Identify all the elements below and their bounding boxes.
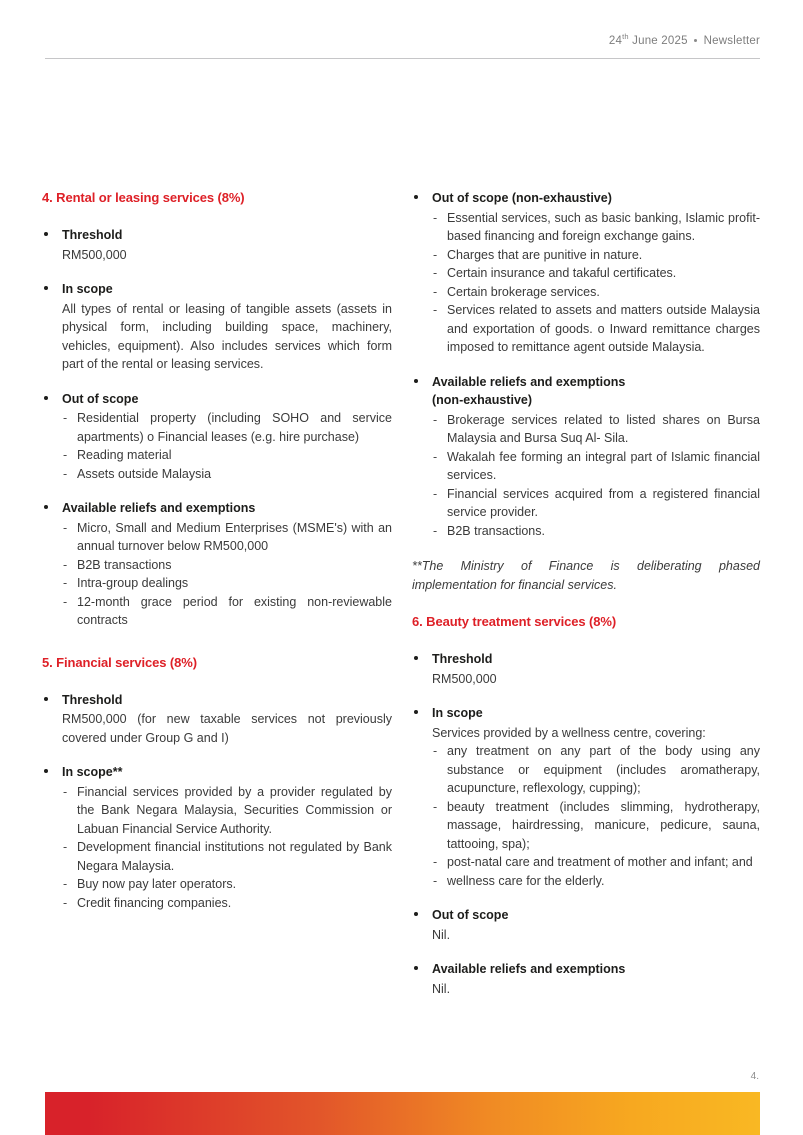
block-text: Services provided by a wellness centre, covering: (432, 725, 706, 740)
dash-mark-icon: - (433, 486, 438, 501)
list-item-text: Brokerage services related to listed shares on Bursa Malaysia and Bursa Suq Al- Sila. (447, 412, 760, 445)
page-number: 4. (750, 1071, 759, 1082)
list-item (432, 264, 760, 283)
header-date-suffix: th (622, 32, 629, 42)
dash-list (432, 742, 760, 890)
dash-mark-icon: - (433, 744, 438, 758)
dash-list (432, 209, 760, 357)
list-item (62, 593, 392, 630)
dash-mark-icon: - (63, 466, 68, 481)
block-label: Threshold (62, 228, 123, 242)
list-item (432, 853, 760, 872)
block-label: Available reliefs and exemptions (62, 501, 256, 515)
dash-mark-icon: - (433, 523, 438, 538)
list-item-text: Intra-group dealings (77, 576, 189, 590)
list-item (432, 411, 760, 448)
dash-mark-icon: - (433, 210, 438, 225)
list-item-text: Wakalah fee forming an integral part of Islamic financial services. (447, 449, 760, 482)
list-item (432, 448, 760, 485)
list-item-text: Development financial institutions not regulated by Bank Negara Malaysia. (77, 840, 392, 873)
list-item (62, 783, 392, 839)
header-doc-type: Newsletter (703, 35, 760, 48)
block-text: Nil. (432, 981, 451, 996)
dash-mark-icon: - (433, 799, 438, 814)
dash-mark-icon: - (433, 247, 438, 262)
list-item (432, 872, 760, 891)
dash-mark-icon: - (433, 449, 438, 464)
list-item (432, 301, 760, 357)
list-item (432, 246, 760, 265)
list-item (62, 465, 392, 484)
dash-mark-icon: - (433, 855, 438, 869)
block-rental-threshold (40, 227, 392, 264)
block-label: Threshold (432, 652, 493, 666)
dash-list (62, 519, 392, 630)
bullet-dot-icon (44, 232, 48, 236)
block-label: In scope (432, 706, 483, 720)
block-rental-in-scope (40, 281, 392, 374)
block-text: RM500,000 (for new taxable services not previously covered under Group G and I) (62, 712, 392, 745)
list-item (62, 446, 392, 465)
dash-mark-icon: - (63, 594, 68, 609)
list-item-text: Certain brokerage services. (447, 284, 600, 299)
block-label-line2: (non-exhaustive) (432, 393, 533, 407)
list-item-text: Services related to assets and matters outside Malaysia and exportation of goods. o Inward remittance charges imposed to remittance agent outside Malaysia. (447, 303, 760, 354)
block-rental-out-of-scope (40, 391, 392, 484)
list-item-text: Financial services acquired from a registered financial service provider. (447, 486, 760, 519)
bullet-dot-icon (44, 769, 48, 773)
list-item-text: Charges that are punitive in nature. (447, 247, 643, 262)
dash-mark-icon: - (63, 784, 68, 799)
dash-mark-icon: - (63, 557, 68, 572)
bullet-dot-icon (44, 396, 48, 400)
list-item (432, 742, 760, 798)
bullet-dot-icon (414, 656, 418, 660)
list-item (432, 209, 760, 246)
list-item (62, 894, 392, 913)
block-financial-out-of-scope (410, 190, 760, 357)
block-beauty-out-of-scope (410, 907, 760, 944)
bullet-dot-icon (44, 697, 48, 701)
list-item-text: beauty treatment (includes slimming, hydrotherapy, massage, hairdressing, manicure, pedicure, sauna, tattooing, spa); (447, 799, 760, 851)
block-label: Out of scope (432, 908, 509, 922)
section-heading-beauty-treatment: 6. Beauty treatment services (8%) (412, 614, 617, 629)
block-financial-reliefs (410, 374, 760, 541)
list-item-text: Certain insurance and takaful certificates. (447, 266, 677, 280)
list-item-text: Essential services, such as basic banking, Islamic profit-based financing and foreign exchange gains. (447, 210, 760, 243)
dash-mark-icon: - (63, 895, 68, 910)
header-divider-rule (45, 58, 760, 59)
list-item-text: post-natal care and treatment of mother and infant; and (447, 855, 753, 869)
list-item (432, 798, 760, 854)
list-item (432, 485, 760, 522)
bullet-dot-icon (414, 710, 418, 714)
block-text: RM500,000 (62, 247, 127, 262)
bullet-dot-icon (44, 505, 48, 509)
list-item-text: Micro, Small and Medium Enterprises (MSME's) with an annual turnover below RM500,000 (77, 520, 392, 553)
dash-mark-icon: - (63, 448, 68, 462)
list-item-text: B2B transactions (77, 557, 172, 572)
list-item-text: 12-month grace period for existing non-reviewable contracts (77, 594, 392, 627)
block-text: Nil. (432, 927, 451, 942)
dash-mark-icon: - (63, 411, 68, 425)
list-item (62, 556, 392, 575)
list-item (62, 875, 392, 894)
dash-mark-icon: - (433, 873, 438, 888)
block-rental-reliefs (40, 500, 392, 630)
list-item (62, 519, 392, 556)
block-label: Out of scope (non-exhaustive) (432, 191, 612, 205)
block-label: In scope (62, 282, 113, 296)
dash-mark-icon: - (63, 576, 68, 590)
header-separator-dot (694, 34, 697, 48)
list-item-text: Buy now pay later operators. (77, 877, 237, 891)
footer-gradient-bar (45, 1092, 760, 1135)
list-item (62, 409, 392, 446)
block-label: Threshold (62, 692, 123, 707)
dash-mark-icon: - (433, 412, 438, 427)
list-item (62, 838, 392, 875)
block-beauty-threshold (410, 651, 760, 688)
block-beauty-in-scope (410, 705, 760, 890)
bullet-dot-icon (44, 286, 48, 290)
list-item-text: Assets outside Malaysia (77, 466, 212, 481)
list-item-text: wellness care for the elderly. (447, 873, 605, 888)
list-item-text: any treatment on any part of the body using any substance or equipment (includes aromatherapy, acupuncture, reflexology, cupping); (447, 744, 760, 795)
header-date-day: 24 (608, 35, 623, 48)
block-label: Out of scope (62, 391, 139, 406)
right-column (410, 190, 760, 1015)
block-beauty-reliefs (410, 961, 760, 998)
dash-list (432, 411, 760, 541)
list-item (62, 574, 392, 593)
bullet-dot-icon (414, 195, 418, 199)
dash-mark-icon: - (63, 840, 68, 854)
block-label: Available reliefs and exemptions (432, 962, 626, 976)
list-item-text: Reading material (77, 448, 172, 462)
dash-list (62, 783, 392, 913)
footnote-ministry-of-finance: **The Ministry of Finance is deliberating phased implementation for financial services. (412, 559, 760, 592)
bullet-dot-icon (414, 912, 418, 916)
block-label: In scope** (62, 765, 123, 779)
dash-mark-icon: - (63, 520, 68, 535)
block-label: Available reliefs and exemptions (432, 374, 626, 389)
header-date-rest: June 2025 (628, 35, 688, 48)
dash-list (62, 409, 392, 483)
dash-mark-icon: - (63, 877, 68, 891)
list-item-text: B2B transactions. (447, 523, 545, 538)
list-item (432, 522, 760, 541)
section-heading-rental-leasing: 4. Rental or leasing services (8%) (42, 190, 245, 205)
dash-mark-icon: - (433, 303, 438, 317)
list-item-text: Residential property (including SOHO and service apartments) o Financial leases (e.g. hire purchase) (77, 411, 392, 444)
block-text: All types of rental or leasing of tangible assets (assets in physical form, including building space, machinery, vehicles, equipment). Also includes services which form part of the rental or leasing services. (62, 301, 392, 371)
list-item-text: Financial services provided by a provider regulated by the Bank Negara Malaysia, Securities Commission or Labuan Financial Service Authority. (77, 784, 392, 836)
section-heading-financial-services: 5. Financial services (8%) (42, 654, 197, 670)
header-meta (45, 34, 760, 48)
bullet-dot-icon (414, 966, 418, 970)
dash-mark-icon: - (433, 266, 438, 280)
block-financial-in-scope (40, 764, 392, 912)
block-financial-threshold (40, 692, 392, 748)
block-text: RM500,000 (432, 671, 497, 686)
bullet-dot-icon (414, 379, 418, 383)
left-column (40, 190, 392, 929)
dash-mark-icon: - (433, 284, 438, 299)
list-item-text: Credit financing companies. (77, 895, 232, 910)
list-item (432, 283, 760, 302)
